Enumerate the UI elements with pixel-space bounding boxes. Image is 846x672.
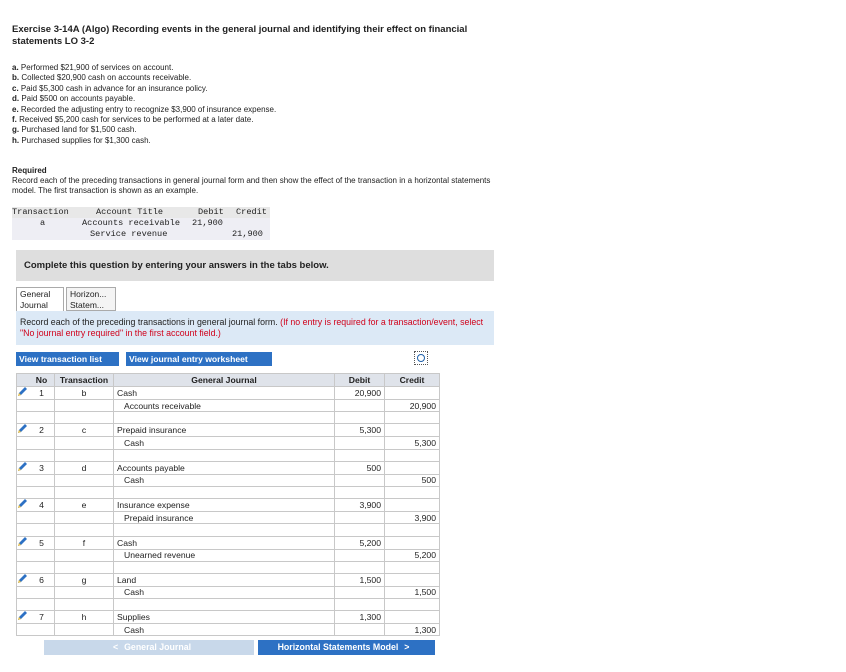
event-item: f. Received $5,200 cash for services to be performed at a later date. — [12, 115, 254, 125]
row-number: 2 — [29, 424, 55, 437]
required-text: Record each of the preceding transactions in general journal form and then show the effect of the transaction in a horizontal statements model. The first transaction is shown as an example. — [12, 176, 491, 196]
edit-pencil-icon[interactable] — [17, 574, 29, 584]
col-general-journal: General Journal — [114, 374, 335, 387]
tab-horizontal-statements[interactable]: Horizon... Statem... — [66, 287, 116, 311]
credit-amount-field[interactable] — [385, 573, 440, 586]
credit-amount-field[interactable]: 3,900 — [385, 512, 440, 524]
row-transaction: e — [55, 499, 114, 512]
table-row — [17, 486, 440, 498]
table-row — [17, 461, 440, 474]
table-row — [17, 449, 440, 461]
debit-amount-field[interactable] — [335, 512, 385, 524]
edit-pencil-icon[interactable] — [17, 462, 29, 472]
table-row — [17, 400, 440, 412]
row-number: 3 — [29, 461, 55, 474]
debit-amount-field[interactable] — [335, 624, 385, 636]
event-item: g. Purchased land for $1,500 cash. — [12, 125, 137, 135]
event-item: a. Performed $21,900 of services on account. — [12, 63, 174, 72]
credit-account-field[interactable]: Cash — [114, 586, 335, 598]
table-row — [17, 412, 440, 424]
row-transaction: h — [55, 611, 114, 624]
credit-amount-field[interactable] — [385, 461, 440, 474]
instruction-box — [16, 311, 494, 345]
event-item: b. Collected $20,900 cash on accounts receivable. — [12, 73, 192, 83]
credit-amount-field[interactable] — [385, 536, 440, 549]
credit-account-field[interactable]: Cash — [114, 624, 335, 636]
table-row — [17, 512, 440, 524]
row-number: 1 — [29, 387, 55, 400]
instruction-text: Record each of the preceding transactions in general journal form. — [20, 317, 278, 327]
edit-pencil-icon[interactable] — [17, 499, 29, 509]
edit-pencil-icon[interactable] — [17, 387, 29, 397]
edit-pencil-icon[interactable] — [17, 537, 29, 547]
table-row — [17, 624, 440, 636]
row-transaction: b — [55, 387, 114, 400]
credit-account-field[interactable]: Unearned revenue — [114, 549, 335, 561]
next-tab-button[interactable]: Horizontal Statements Model > — [258, 640, 435, 655]
row-number: 6 — [29, 573, 55, 586]
instruction-note: (If no entry is required for a transaction/event, select "No journal entry required" in the first account field.) — [20, 317, 484, 338]
table-row — [17, 599, 440, 611]
debit-amount-field[interactable]: 5,300 — [335, 424, 385, 437]
col-credit: Credit — [385, 374, 440, 387]
zoom-icon[interactable] — [414, 351, 428, 365]
table-row — [17, 611, 440, 624]
event-item: h. Purchased supplies for $1,300 cash. — [12, 135, 151, 145]
table-row — [17, 549, 440, 561]
example-header: Transaction Account Title Debit Credit — [12, 207, 270, 218]
debit-account-field[interactable]: Land — [114, 573, 335, 586]
event-item: c. Paid $5,300 cash in advance for an insurance policy. — [12, 83, 208, 93]
prev-tab-button[interactable]: < General Journal — [44, 640, 254, 655]
debit-account-field[interactable]: Cash — [114, 387, 335, 400]
credit-amount-field[interactable] — [385, 387, 440, 400]
table-row — [17, 524, 440, 536]
debit-amount-field[interactable] — [335, 474, 385, 486]
row-number: 7 — [29, 611, 55, 624]
event-item: e. Recorded the adjusting entry to recognize $3,900 of insurance expense. — [12, 104, 277, 114]
chevron-right-icon: > — [404, 642, 410, 652]
exercise-title: Exercise 3-14A (Algo) Recording events in the general journal and identifying their effect on financial statements LO 3-2 — [12, 24, 468, 47]
table-row — [17, 474, 440, 486]
complete-banner: Complete this question by entering your answers in the tabs below. — [16, 250, 494, 281]
tab-general-journal[interactable]: General Journal — [16, 287, 64, 312]
row-transaction: d — [55, 461, 114, 474]
table-row — [17, 387, 440, 400]
credit-account-field[interactable]: Cash — [114, 437, 335, 449]
credit-amount-field[interactable]: 5,300 — [385, 437, 440, 449]
edit-pencil-icon[interactable] — [17, 424, 29, 434]
credit-amount-field[interactable] — [385, 424, 440, 437]
debit-account-field[interactable]: Insurance expense — [114, 499, 335, 512]
credit-amount-field[interactable] — [385, 499, 440, 512]
edit-pencil-icon[interactable] — [17, 611, 29, 621]
event-item: d. Paid $500 on accounts payable. — [12, 94, 136, 104]
credit-account-field[interactable]: Prepaid insurance — [114, 512, 335, 524]
credit-amount-field[interactable] — [385, 611, 440, 624]
row-transaction: c — [55, 424, 114, 437]
debit-amount-field[interactable]: 3,900 — [335, 499, 385, 512]
debit-amount-field[interactable] — [335, 437, 385, 449]
credit-account-field[interactable]: Cash — [114, 474, 335, 486]
row-transaction: f — [55, 536, 114, 549]
debit-amount-field[interactable] — [335, 400, 385, 412]
table-row — [17, 499, 440, 512]
required-heading: Required — [12, 166, 47, 175]
journal-table — [16, 373, 440, 636]
col-debit: Debit — [335, 374, 385, 387]
credit-amount-field[interactable]: 500 — [385, 474, 440, 486]
table-row — [17, 536, 440, 549]
credit-account-field[interactable]: Accounts receivable — [114, 400, 335, 412]
row-number: 5 — [29, 536, 55, 549]
chevron-left-icon: < — [112, 642, 119, 652]
col-no: No — [29, 374, 55, 387]
debit-amount-field[interactable]: 1,500 — [335, 573, 385, 586]
example-table — [12, 207, 270, 240]
credit-amount-field[interactable]: 1,300 — [385, 624, 440, 636]
credit-amount-field[interactable]: 5,200 — [385, 549, 440, 561]
debit-account-field[interactable]: Cash — [114, 536, 335, 549]
debit-amount-field[interactable] — [335, 549, 385, 561]
example-row: Service revenue 21,900 — [12, 229, 270, 240]
debit-account-field[interactable]: Supplies — [114, 611, 335, 624]
journal-header-row — [17, 374, 440, 387]
table-row — [17, 573, 440, 586]
credit-amount-field[interactable]: 20,900 — [385, 400, 440, 412]
debit-account-field[interactable]: Prepaid insurance — [114, 424, 335, 437]
table-row — [17, 437, 440, 449]
table-row — [17, 561, 440, 573]
view-transaction-list-button[interactable]: View transaction list — [16, 352, 119, 366]
debit-amount-field[interactable]: 500 — [335, 461, 385, 474]
table-row — [17, 586, 440, 598]
debit-amount-field[interactable]: 20,900 — [335, 387, 385, 400]
view-journal-entry-worksheet-button[interactable]: View journal entry worksheet — [126, 352, 272, 366]
row-transaction: g — [55, 573, 114, 586]
debit-account-field[interactable]: Accounts payable — [114, 461, 335, 474]
event-list — [12, 63, 276, 146]
debit-amount-field[interactable]: 5,200 — [335, 536, 385, 549]
debit-amount-field[interactable]: 1,300 — [335, 611, 385, 624]
debit-amount-field[interactable] — [335, 586, 385, 598]
example-row: a Accounts receivable 21,900 — [12, 218, 270, 229]
credit-amount-field[interactable]: 1,500 — [385, 586, 440, 598]
col-transaction: Transaction — [55, 374, 114, 387]
row-number: 4 — [29, 499, 55, 512]
table-row — [17, 424, 440, 437]
